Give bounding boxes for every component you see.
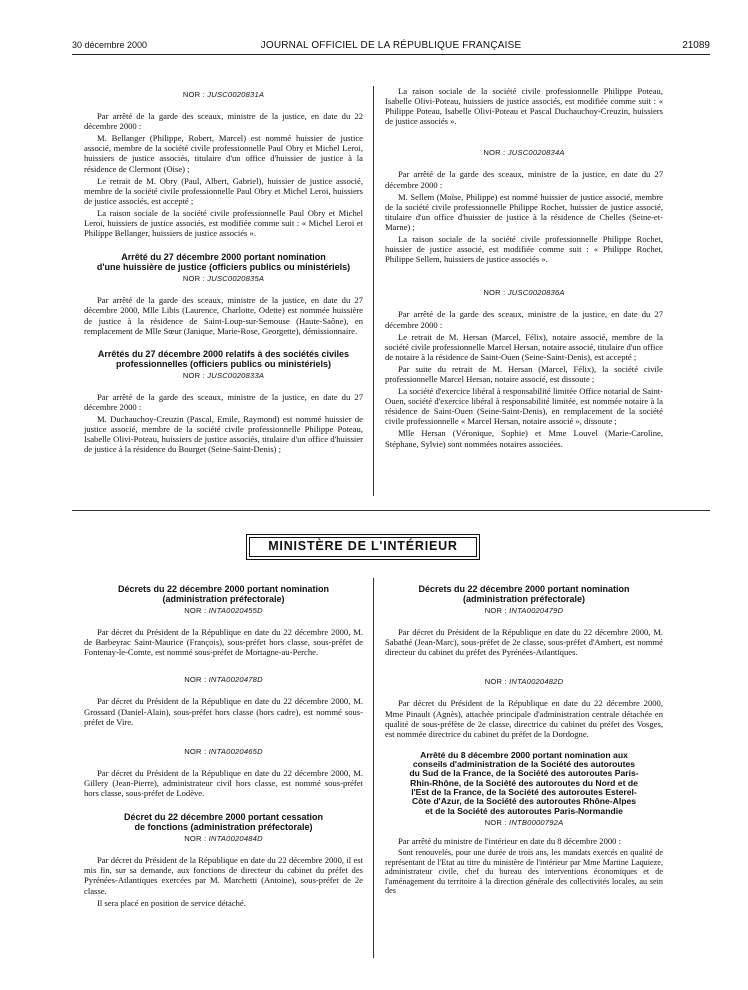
- section-title: Décrets du 22 décembre 2000 portant nomination (administration préfectorale): [418, 584, 630, 604]
- section-separator: [72, 510, 710, 511]
- paragraph: M. Bellanger (Philippe, Robert, Marcel) est nommé huissier de justice associé, membre de la société civile professionnelle Paul Obry et Michel Leroi, huissiers de justice associés, titulaire d'un office d'huissier de justice à la résidence de Clermont (Oise) ;: [84, 133, 363, 174]
- column-divider-bottom: [373, 578, 374, 958]
- nor-reference: NOR : INTA0020479D: [484, 606, 564, 615]
- paragraph: Par décret du Président de la République en date du 22 décembre 2000, Mme Pinault (Agnès), attachée principale d'administration centrale détachée en qualité de sous-préfète de 2e classe, directrice du cabinet du préfet des Vosges, est nommée directrice du cabinet du préfet de la Dordogne.: [385, 698, 663, 739]
- section-title: Arrêté du 27 décembre 2000 portant nomination d'une huissière de justice (officiers publics ou ministériels): [96, 252, 351, 273]
- paragraph: Par décret du Président de la République en date du 22 décembre 2000, M. Sabathé (Jean-Marc), sous-préfet de 2e classe, sous-préfet d'Ambert, est nommé directeur du cabinet du préfet des Pyrénées-Atlantiques.: [385, 627, 663, 658]
- paragraph: Par arrêté de la garde des sceaux, ministre de la justice, en date du 27 décembre 2000 :: [84, 391, 363, 412]
- nor-reference: NOR : INTA0020455D: [184, 606, 263, 615]
- header-page-number: 21089: [682, 40, 710, 51]
- top-right-column: [385, 86, 663, 451]
- nor-reference: NOR : JUSC0020833A: [182, 370, 265, 380]
- section-title: Décret du 22 décembre 2000 portant cessation de fonctions (administration préfectorale): [123, 812, 324, 833]
- paragraph: Par arrêté de la garde des sceaux, ministre de la justice, en date du 27 décembre 2000, Mlle Libis (Laurence, Charlotte, Odette) est nommée huissière de justice à la résidence de Saint-Loup-sur-Semouse (Haute-Saône), en remplacement de Mlle Sœur (Janique, Marie-Rose, Georgette), démissionnaire.: [84, 295, 363, 336]
- nor-reference: NOR : JUSC0020831A: [182, 90, 265, 99]
- ministry-heading: MINISTÈRE DE L'INTÉRIEUR: [249, 537, 477, 557]
- section-title: Décrets du 22 décembre 2000 portant nomination (administration préfectorale): [117, 584, 330, 604]
- paragraph: Par décret du Président de la République en date du 22 décembre 2000, M. Grossard (Daniel-Alain), sous-préfet hors classe (hors cadre), est nommé sous-préfet de Vire.: [84, 696, 363, 727]
- nor-reference: NOR : INTA0020478D: [184, 675, 263, 685]
- nor-reference: NOR : JUSC0020836A: [483, 288, 565, 298]
- paragraph: Par arrêté de la garde des sceaux, ministre de la justice, en date du 27 décembre 2000 :: [385, 169, 663, 190]
- paragraph: Par décret du Président de la République en date du 22 décembre 2000, M. Gillery (Jean-Pierre), administrateur civil hors classe, est nommé sous-préfet hors classe, sous-préfet de Lodève.: [84, 767, 363, 799]
- ministry-heading-box: [246, 534, 480, 560]
- paragraph: M. Duchauchoy-Creuzin (Pascal, Emile, Raymond) est nommé huissier de justice associé, membre de la société civile professionnelle Philippe Poteau, Isabelle Olivi-Poteau, huissiers de justice associés, titulaire d'un office d'huissier de justice à la résidence du Bourget (Seine-Saint-Denis) ;: [84, 413, 363, 455]
- paragraph: Il sera placé en position de service détaché.: [97, 897, 246, 908]
- header-journal-title: JOURNAL OFFICIEL DE LA RÉPUBLIQUE FRANÇAISE: [260, 40, 522, 51]
- nor-reference: NOR : JUSC0020834A: [483, 148, 565, 158]
- paragraph: Le retrait de M. Hersan (Marcel, Félix), notaire associé, membre de la société civile professionnelle Marcel Hersan, notaire associé, titulaire d'un office de notaire à la résidence de Saint-Ouen (Seine-Saint-Denis), est accepté ;: [385, 331, 663, 362]
- section-title: Arrêté du 8 décembre 2000 portant nomination aux conseils d'administration de la Société des autoroutes du Sud de la France, de la Société des autoroutes Paris- Rhin-Rhône, de la Société des autoroutes du Nord et de l'Est de la France, de la Société des autoroutes Esterel- Côte d'Azur, de la Société des autoroutes Rhône-Alpes et de la Société des autoroutes Paris-Normandie: [409, 749, 639, 816]
- paragraph: Mlle Hersan (Véronique, Sophie) et Mme Louvel (Marie-Caroline, Stéphane, Sylvie) sont nommées notaires associées.: [385, 428, 663, 449]
- paragraph: La société d'exercice libéral à responsabilité limitée Office notarial de Saint-Ouen, société d'exercice libéral à responsabilité limitée, est nommée notaire à la résidence de Saint-Ouen (Seine-Saint-Denis), en remplacement de la société civile professionnelle « Marcel Hersan, notaire associé », dissoute ;: [385, 386, 663, 427]
- paragraph: La raison sociale de la société civile professionnelle Philippe Rochet, huissier de justice associé, est modifiée comme suit : « Philippe Rochet, Philippe Sellem, huissiers de justice associés ».: [385, 234, 663, 265]
- paragraph: Par arrêté du ministre de l'intérieur en date du 8 décembre 2000 :: [398, 836, 621, 847]
- header-date: 30 décembre 2000: [72, 40, 148, 50]
- section-title: Arrêtés du 27 décembre 2000 relatifs à des sociétés civiles professionnelles (officiers publics ou ministériels): [97, 348, 350, 369]
- paragraph: Le retrait de M. Obry (Paul, Albert, Gabriel), huissier de justice associé, membre de la société civile professionnelle Paul Obry et Michel Leroi, huissiers de justice associés, est accepté ;: [84, 175, 363, 206]
- nor-reference: NOR : INTB0000792A: [484, 817, 564, 827]
- paragraph: Sont renouvelés, pour une durée de trois ans, les mandats exercés en qualité de représentant de l'Etat au titre du ministère de l'intérieur par Mme Martine Laquieze, administrateur civile, chef du bureau des interventions économiques et de l'aménagement du territoire à la direction générale des collectivités locales, au sein des: [385, 848, 663, 896]
- top-left-column: [84, 84, 363, 456]
- nor-reference: NOR : JUSC0020835A: [182, 274, 265, 284]
- nor-reference: NOR : INTA0020482D: [484, 677, 564, 687]
- paragraph: Par décret du Président de la République en date du 22 décembre 2000, M. de Barbeyrac Saint-Maurice (François), sous-préfet hors classe, sous-préfet de Fontenay-le-Comte, est nommé sous-préfet de Mortagne-au-Perche.: [84, 627, 363, 658]
- paragraph: La raison sociale de la société civile professionnelle Paul Obry et Michel Leroi, huissiers de justice associés, est modifiée comme suit : « Michel Leroi et Philippe Bellanger, huissiers de justice associés ».: [84, 207, 363, 239]
- nor-reference: NOR : INTA0020465D: [184, 746, 263, 756]
- bottom-right-column: [385, 576, 663, 898]
- bottom-left-column: [84, 576, 363, 910]
- paragraph: M. Sellem (Moïse, Philippe) est nommé huissier de justice associé, membre de la société civile professionnelle Philippe Rochet, huissier de justice associé, titulaire d'un office d'huissier de justice à la résidence de Chelles (Seine-et-Marne) ;: [385, 191, 663, 232]
- paragraph: Par décret du Président de la République en date du 22 décembre 2000, il est mis fin, sur sa demande, aux fonctions de directeur du cabinet du préfet des Pyrénées-Atlantiques exercées par M. Marchetti (Antoine), sous-préfet de 2e classe.: [84, 855, 363, 896]
- paragraph: La raison sociale de la société civile professionnelle Philippe Poteau, Isabelle Olivi-Poteau, huissiers de justice associés, est modifiée comme suit : « Philippe Poteau, Isabelle Olivi-Poteau et Pascal Duchauchoy-Creuzin, huissiers de justice associés ».: [385, 86, 663, 127]
- column-divider-top: [373, 86, 374, 496]
- paragraph: Par suite du retrait de M. Hersan (Marcel, Félix), la société civile professionnelle Marcel Hersan, notaire associé, est dissoute ;: [385, 363, 663, 384]
- paragraph: Par arrêté de la garde des sceaux, ministre de la justice, en date du 27 décembre 2000 :: [385, 309, 663, 330]
- nor-reference: NOR : INTA0020484D: [184, 834, 263, 844]
- paragraph: Par arrêté de la garde des sceaux, ministre de la justice, en date du 22 décembre 2000 :: [84, 111, 363, 132]
- page-header: [72, 40, 710, 55]
